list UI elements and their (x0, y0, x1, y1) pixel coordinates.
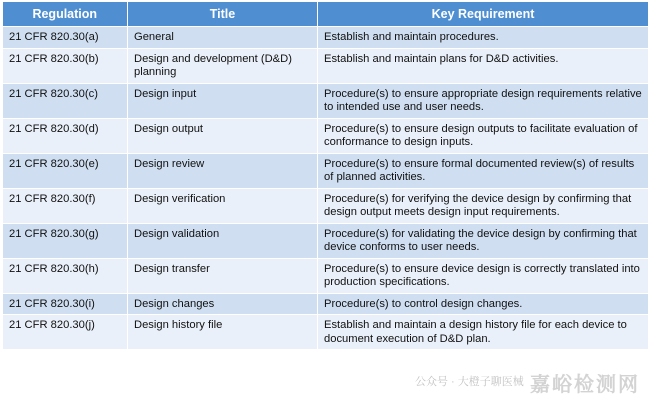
cell-requirement: Procedure(s) to ensure design outputs to facilitate evaluation of conformance to design inputs. (318, 118, 649, 153)
cell-regulation: 21 CFR 820.30(i) (3, 293, 128, 315)
cell-requirement: Procedure(s) to ensure device design is correctly translated into production specifications. (318, 258, 649, 293)
regulation-table (2, 2, 649, 350)
cell-regulation: 21 CFR 820.30(j) (3, 315, 128, 350)
cell-title: Design output (128, 118, 318, 153)
cell-regulation: 21 CFR 820.30(a) (3, 27, 128, 49)
cell-title: Design input (128, 83, 318, 118)
cell-requirement: Establish and maintain procedures. (318, 27, 649, 49)
watermark-main: 嘉峪检测网 (530, 374, 640, 396)
cell-requirement: Procedure(s) to ensure formal documented review(s) of results of planned activities. (318, 153, 649, 188)
header-title: Title (128, 2, 318, 27)
cell-requirement: Procedure(s) for validating the device design by confirming that device conforms to user needs. (318, 223, 649, 258)
cell-regulation: 21 CFR 820.30(h) (3, 258, 128, 293)
header-row (3, 2, 649, 27)
cell-title: Design history file (128, 315, 318, 350)
cell-title: Design review (128, 153, 318, 188)
cell-regulation: 21 CFR 820.30(f) (3, 188, 128, 223)
cell-requirement: Establish and maintain a design history file for each device to document execution of D&D plan. (318, 315, 649, 350)
table-row (3, 258, 649, 293)
cell-title: Design and development (D&D) planning (128, 48, 318, 83)
table-row (3, 315, 649, 350)
table-row (3, 188, 649, 223)
cell-regulation: 21 CFR 820.30(c) (3, 83, 128, 118)
table-row (3, 223, 649, 258)
cell-title: General (128, 27, 318, 49)
cell-requirement: Procedure(s) to control design changes. (318, 293, 649, 315)
cell-title: Design verification (128, 188, 318, 223)
table-row (3, 48, 649, 83)
table-row (3, 293, 649, 315)
cell-requirement: Establish and maintain plans for D&D activities. (318, 48, 649, 83)
cell-regulation: 21 CFR 820.30(b) (3, 48, 128, 83)
table-row (3, 83, 649, 118)
cell-title: Design validation (128, 223, 318, 258)
watermark-sub: 公众号 · 大橙子聊医械 (415, 376, 524, 388)
table-row (3, 153, 649, 188)
cell-requirement: Procedure(s) for verifying the device design by confirming that design output meets design input requirements. (318, 188, 649, 223)
cell-title: Design changes (128, 293, 318, 315)
header-requirement: Key Requirement (318, 2, 649, 27)
table-row (3, 118, 649, 153)
cell-regulation: 21 CFR 820.30(e) (3, 153, 128, 188)
header-regulation: Regulation (3, 2, 128, 27)
cell-regulation: 21 CFR 820.30(d) (3, 118, 128, 153)
cell-title: Design transfer (128, 258, 318, 293)
table-row (3, 27, 649, 49)
cell-requirement: Procedure(s) to ensure appropriate design requirements relative to intended use and user needs. (318, 83, 649, 118)
cell-regulation: 21 CFR 820.30(g) (3, 223, 128, 258)
